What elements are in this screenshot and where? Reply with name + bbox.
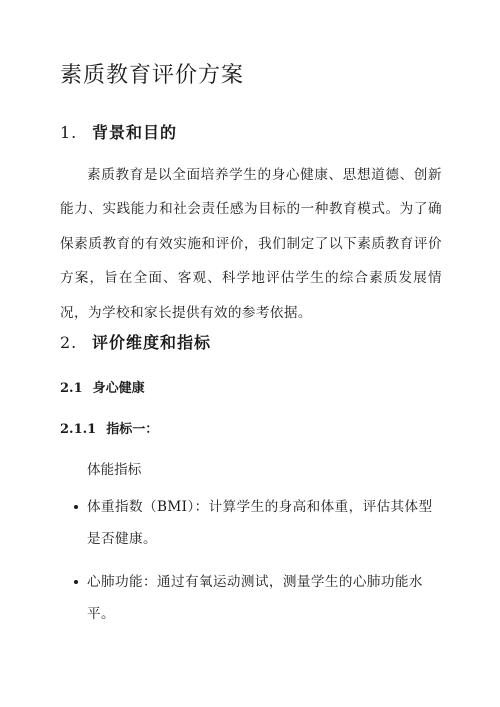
subsection-2-1-1-number: 2.1.1 — [60, 422, 97, 437]
list-item — [60, 566, 442, 630]
list-item-text: 心肺功能：通过有氧运动测试，测量学生的心肺功能水平。 — [87, 574, 423, 622]
section-2-title: 评价维度和指标 — [92, 333, 212, 352]
indicator-list — [60, 491, 442, 630]
bullet-icon — [74, 580, 78, 584]
section-1-paragraph: 素质教育是以全面培养学生的身心健康、思想道德、创新能力、实践能力和社会责任感为目标的一种教育模式。为了确保素质教育的有效实施和评价，我们制定了以下素质教育评价方案，旨在全面、客观、科学地评估学生的综合素质发展情况，为学校和家长提供有效的参考依据。 — [60, 167, 442, 321]
subsection-2-1-1-heading — [60, 418, 158, 437]
section-2-number: 2. — [60, 333, 78, 352]
indicator-label: 体能指标 — [87, 462, 142, 478]
subsection-2-1-number: 2.1 — [60, 381, 83, 396]
document-title: 素质教育评价方案 — [60, 63, 245, 88]
list-item — [60, 491, 442, 555]
section-1-number: 1. — [60, 123, 78, 142]
subsection-2-1-heading — [60, 377, 145, 396]
list-item-text: 体重指数（BMI）：计算学生的身高和体重，评估其体型是否健康。 — [87, 499, 433, 547]
subsection-2-1-1-title: 指标一： — [106, 422, 159, 437]
section-2-heading — [60, 330, 211, 353]
bullet-icon — [74, 505, 78, 509]
section-1-title: 背景和目的 — [92, 123, 178, 142]
section-1-heading — [60, 120, 177, 143]
subsection-2-1-title: 身心健康 — [92, 381, 145, 396]
